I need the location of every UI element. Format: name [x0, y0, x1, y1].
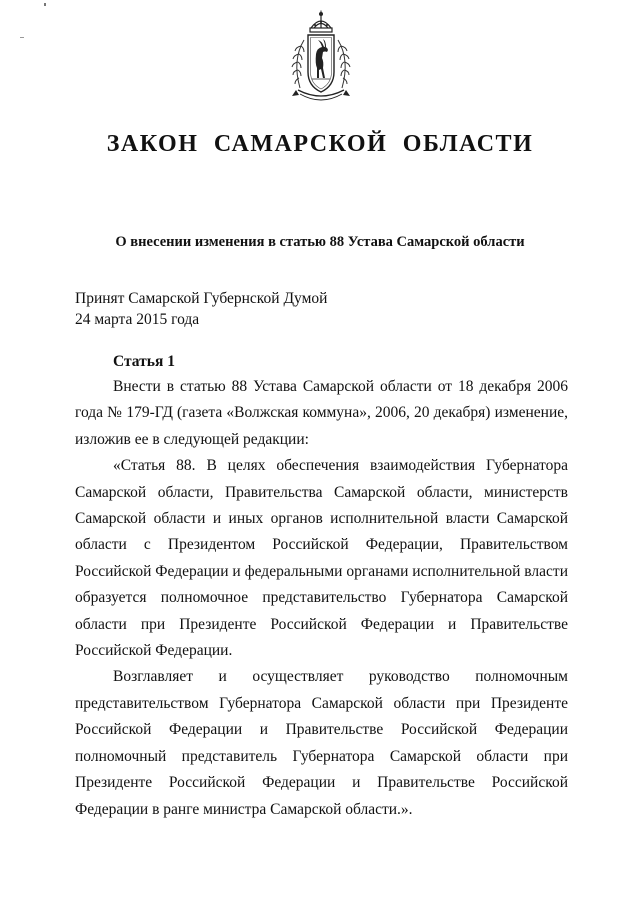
article-heading: Статья 1 — [113, 353, 175, 370]
law-subtitle: О внесении изменения в статью 88 Устава Самарской области — [115, 234, 525, 250]
paragraph: Внести в статью 88 Устава Самарской области от 18 декабря 2006 года № 179-ГД (газета «Волжская коммуна», 2006, 20 декабря) изменение, изложив ее в следующей редакции: — [75, 378, 568, 448]
adoption-date: 24 марта 2015 года — [75, 311, 200, 328]
adoption-body: Принят Самарской Губернской Думой — [75, 290, 328, 307]
paragraph: «Статья 88. В целях обеспечения взаимодействия Губернатора Самарской области, Правительства Самарской области, министерств Самарской области и иных органов исполнительной власти Самарской области с Президентом Российской Федерации, Правительством Российской Федерации и федеральными органами исполнительной власти образуется полномочное представительство Губернатора Самарской области при Президенте Российской Федерации и Правительстве Российской Федерации. — [75, 457, 568, 660]
paragraph: Возглавляет и осуществляет руководство полномочным представительством Губернатора Самарской области при Президенте Российской Федерации и Правительстве Российской Федерации полномочный представитель Губернатора Самарской области при Президенте Российской Федерации и Правительстве Российской Федерации в ранге министра Самарской области.». — [75, 668, 568, 818]
article-body — [75, 374, 568, 823]
law-title: ЗАКОН САМАРСКОЙ ОБЛАСТИ — [106, 131, 534, 157]
adoption-info — [75, 288, 327, 330]
scan-artifact — [20, 37, 24, 38]
samara-coat-of-arms-icon — [284, 10, 358, 110]
scan-artifact — [44, 3, 46, 6]
